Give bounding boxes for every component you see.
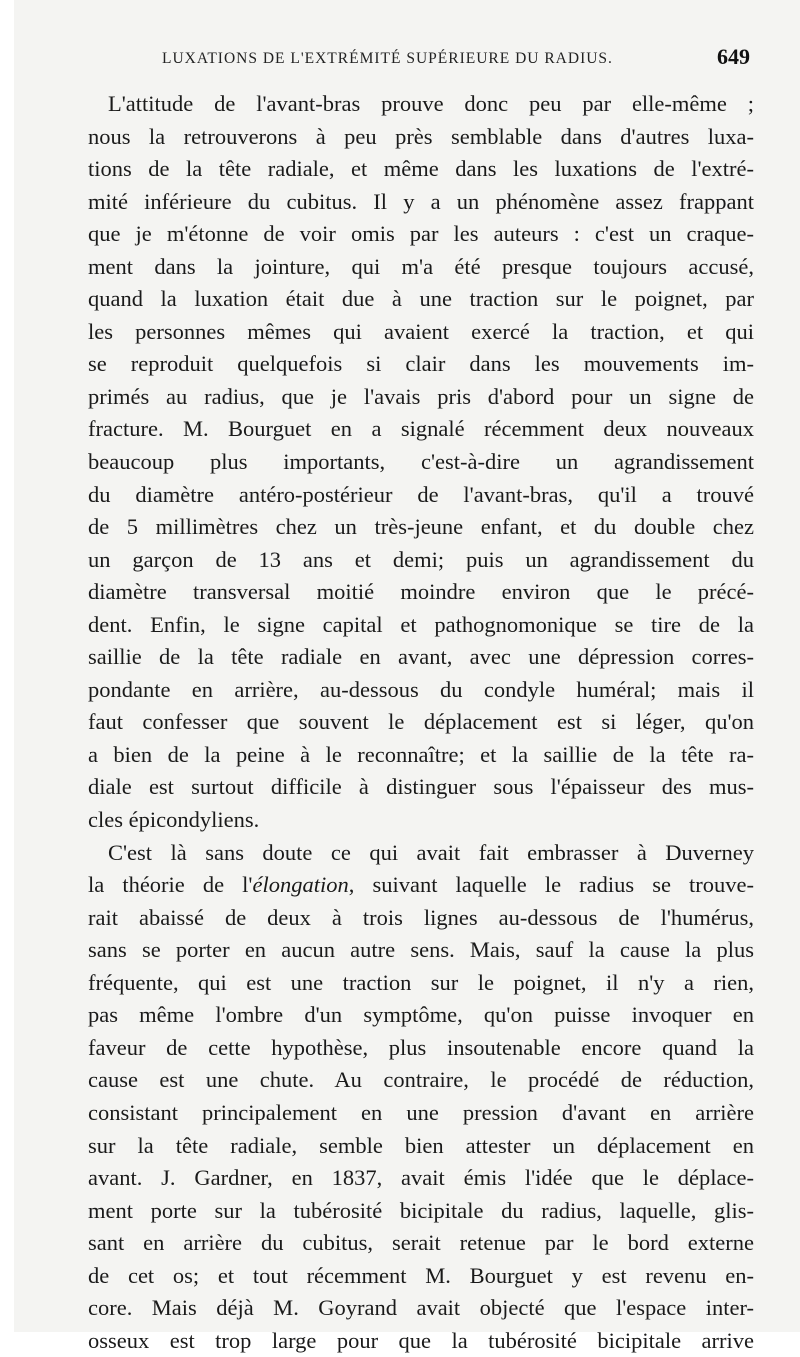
text-line: de cet os; et tout récemment M. Bourguet y est revenu en- — [88, 1262, 754, 1288]
text-line: mité inférieure du cubitus. Il y a un phénomène assez frappant — [88, 188, 754, 214]
text-segment: la théorie de l' — [88, 872, 253, 898]
text-line: sant en arrière du cubitus, serait retenue par le bord externe — [88, 1230, 754, 1256]
page-number: 649 — [717, 44, 750, 69]
text-line: diale est surtout difficile à distinguer sous l'épaisseur des mus- — [88, 774, 754, 800]
running-title: LUXATIONS DE L'EXTRÉMITÉ SUPÉRIEURE DU RADIUS. — [162, 50, 613, 67]
text-line: fracture. M. Bourguet en a signalé récemment deux nouveaux — [88, 416, 754, 442]
text-line: nous la retrouverons à peu près semblable dans d'autres luxa- — [88, 123, 754, 149]
text-line: sans se porter en aucun autre sens. Mais, sauf la cause la plus — [88, 937, 754, 963]
text-line: faut confesser que souvent le déplacement est si léger, qu'on — [88, 709, 754, 735]
text-line: faveur de cette hypothèse, plus insoutenable encore quand la — [88, 1034, 754, 1060]
text-line: consistant principalement en une pression d'avant en arrière — [88, 1099, 754, 1125]
text-line: fréquente, qui est une traction sur le poignet, il n'y a rien, — [88, 969, 754, 995]
text-line: les personnes mêmes qui avaient exercé la traction, et qui — [88, 318, 754, 344]
text-line: L'attitude de l'avant-bras prouve donc peu par elle-même ; — [108, 91, 754, 116]
italic-term: élongation — [252, 872, 349, 898]
text-line: ment porte sur la tubérosité bicipitale du radius, laquelle, glis- — [88, 1197, 754, 1223]
text-line: de 5 millimètres chez un très-jeune enfant, et du double chez — [88, 514, 754, 540]
text-line: ment dans la jointure, qui m'a été presque toujours accusé, — [88, 253, 754, 279]
text-line: du diamètre antéro-postérieur de l'avant-bras, qu'il a trouvé — [88, 481, 754, 507]
text-line: tions de la tête radiale, et même dans les luxations de l'extré- — [88, 156, 754, 182]
text-line: se reproduit quelquefois si clair dans les mouvements im- — [88, 351, 754, 377]
page-header — [74, 44, 750, 74]
text-line: osseux est trop large pour que la tubérosité bicipitale arrive — [88, 1327, 754, 1353]
text-line: pas même l'ombre d'un symptôme, qu'on puisse invoquer en — [88, 1002, 754, 1028]
text-line: diamètre transversal moitié moindre environ que le précé- — [88, 579, 754, 605]
text-line: beaucoup plus importants, c'est-à-dire un agrandissement — [88, 449, 754, 475]
text-line: que je m'étonne de voir omis par les auteurs : c'est un craque- — [88, 221, 754, 247]
text-line — [88, 869, 754, 902]
text-line: C'est là sans doute ce qui avait fait embrasser à Duverney — [108, 839, 754, 865]
text-line: quand la luxation était due à une traction sur le poignet, par — [88, 286, 754, 312]
text-line: primés au radius, que je l'avais pris d'abord pour un signe de — [88, 383, 754, 409]
text-line: saillie de la tête radiale en avant, avec une dépression corres- — [88, 644, 754, 670]
text-line: cles épicondyliens. — [88, 807, 260, 833]
body-text — [88, 88, 754, 1357]
text-line: rait abaissé de deux à trois lignes au-dessous de l'humérus, — [88, 904, 754, 930]
text-line: a bien de la peine à le reconnaître; et la saillie de la tête ra- — [88, 741, 754, 767]
text-line: pondante en arrière, au-dessous du condyle huméral; mais il — [88, 676, 754, 702]
text-line: core. Mais déjà M. Goyrand avait objecté que l'espace inter- — [88, 1295, 754, 1321]
text-line: avant. J. Gardner, en 1837, avait émis l'idée que le déplace- — [88, 1165, 754, 1191]
text-segment: , suivant laquelle le radius se trouve- — [348, 872, 754, 898]
text-line: sur la tête radiale, semble bien attester un déplacement en — [88, 1132, 754, 1158]
text-line: dent. Enfin, le signe capital et pathognomonique se tire de la — [88, 611, 754, 637]
text-line: un garçon de 13 ans et demi; puis un agrandissement du — [88, 546, 754, 572]
text-line: cause est une chute. Au contraire, le procédé de réduction, — [88, 1067, 754, 1093]
